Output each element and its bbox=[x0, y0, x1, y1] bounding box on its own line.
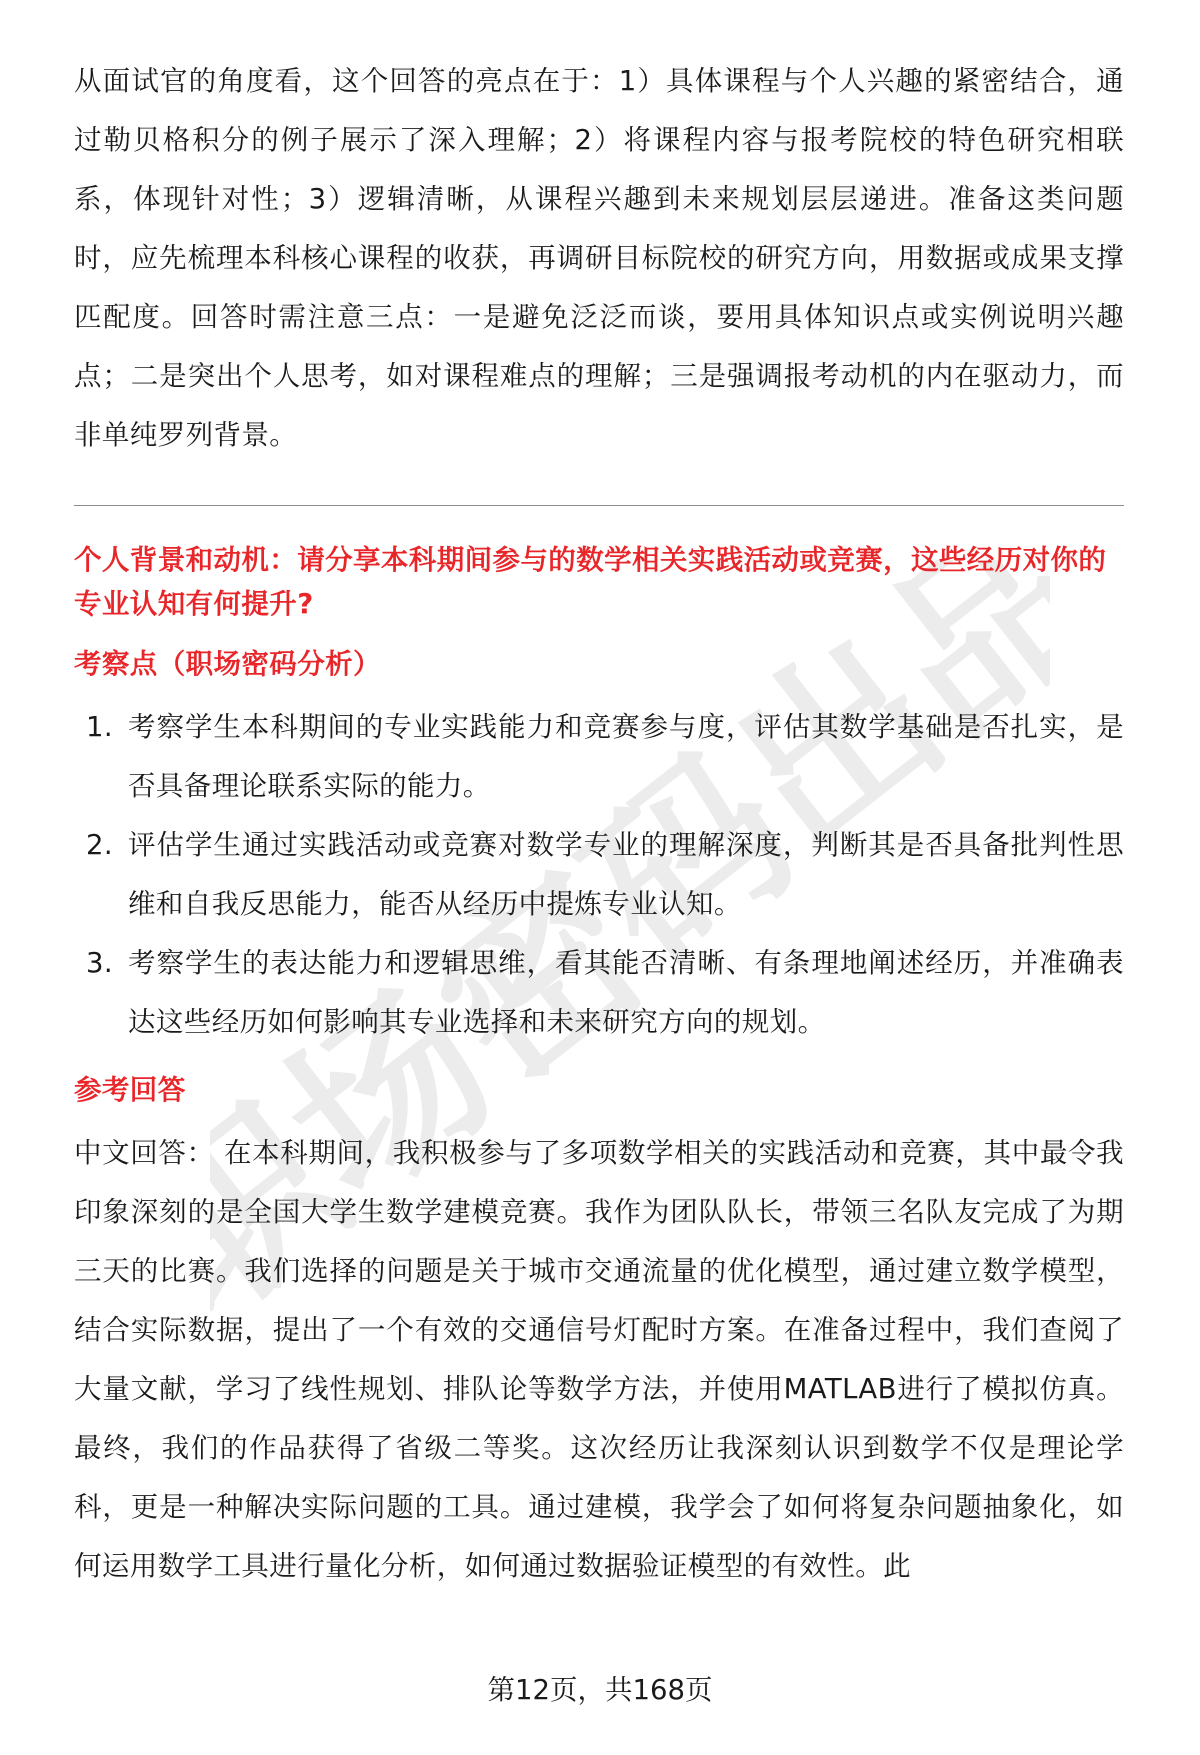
answer-heading: 参考回答 bbox=[74, 1074, 186, 1106]
page-footer: 第12页，共168页 bbox=[487, 1674, 713, 1706]
assessment-point-text: 考察学生的表达能力和逻辑思维，看其能否清晰、有条理地阐述经历，并准确表达这些经历如何影响其专业选择和未来研究方向的规划。 bbox=[128, 947, 1124, 1038]
assessment-point-text: 评估学生通过实践活动或竞赛对数学专业的理解深度，判断其是否具备批判性思维和自我反思能力，能否从经历中提炼专业认知。 bbox=[128, 829, 1124, 920]
assessment-point bbox=[74, 934, 1124, 1052]
answer-paragraph: 中文回答： 在本科期间，我积极参与了多项数学相关的实践活动和竞赛，其中最令我印象深刻的是全国大学生数学建模竞赛。我作为团队队长，带领三名队友完成了为期三天的比赛。我们选择的问题是关于城市交通流量的优化模型，通过建立数学模型，结合实际数据，提出了一个有效的交通信号灯配时方案。在准备过程中，我们查阅了大量文献，学习了线性规划、排队论等数学方法，并使用MATLAB进行了模拟仿真。最终，我们的作品获得了省级二等奖。这次经历让我深刻认识到数学不仅是理论学科，更是一种解决实际问题的工具。通过建模，我学会了如何将复杂问题抽象化，如何运用数学工具进行量化分析，如何通过数据验证模型的有效性。此 bbox=[74, 1137, 1124, 1582]
section-divider bbox=[74, 505, 1124, 506]
assessment-heading: 考察点（职场密码分析） bbox=[74, 648, 381, 680]
assessment-point-number: 2. bbox=[86, 829, 114, 861]
assessment-point-number: 1. bbox=[86, 711, 114, 743]
watermark-text: 职场密码出品 bbox=[210, 560, 1050, 1320]
assessment-point bbox=[74, 816, 1124, 934]
intro-paragraph: 从面试官的角度看，这个回答的亮点在于：1）具体课程与个人兴趣的紧密结合，通过勒贝格积分的例子展示了深入理解；2）将课程内容与报考院校的特色研究相联系，体现针对性；3）逻辑清晰，从课程兴趣到未来规划层层递进。准备这类问题时，应先梳理本科核心课程的收获，再调研目标院校的研究方向，用数据或成果支撑匹配度。回答时需注意三点：一是避免泛泛而谈，要用具体知识点或实例说明兴趣点；二是突出个人思考，如对课程难点的理解；三是强调报考动机的内在驱动力，而非单纯罗列背景。 bbox=[74, 65, 1124, 451]
document-page bbox=[74, 52, 1124, 1596]
question-title: 个人背景和动机：请分享本科期间参与的数学相关实践活动或竞赛，这些经历对你的专业认知有何提升? bbox=[74, 544, 1107, 620]
assessment-list bbox=[74, 698, 1124, 1052]
assessment-point-number: 3. bbox=[86, 947, 114, 979]
assessment-point-text: 考察学生本科期间的专业实践能力和竞赛参与度，评估其数学基础是否扎实，是否具备理论联系实际的能力。 bbox=[128, 711, 1124, 802]
assessment-point bbox=[74, 698, 1124, 816]
